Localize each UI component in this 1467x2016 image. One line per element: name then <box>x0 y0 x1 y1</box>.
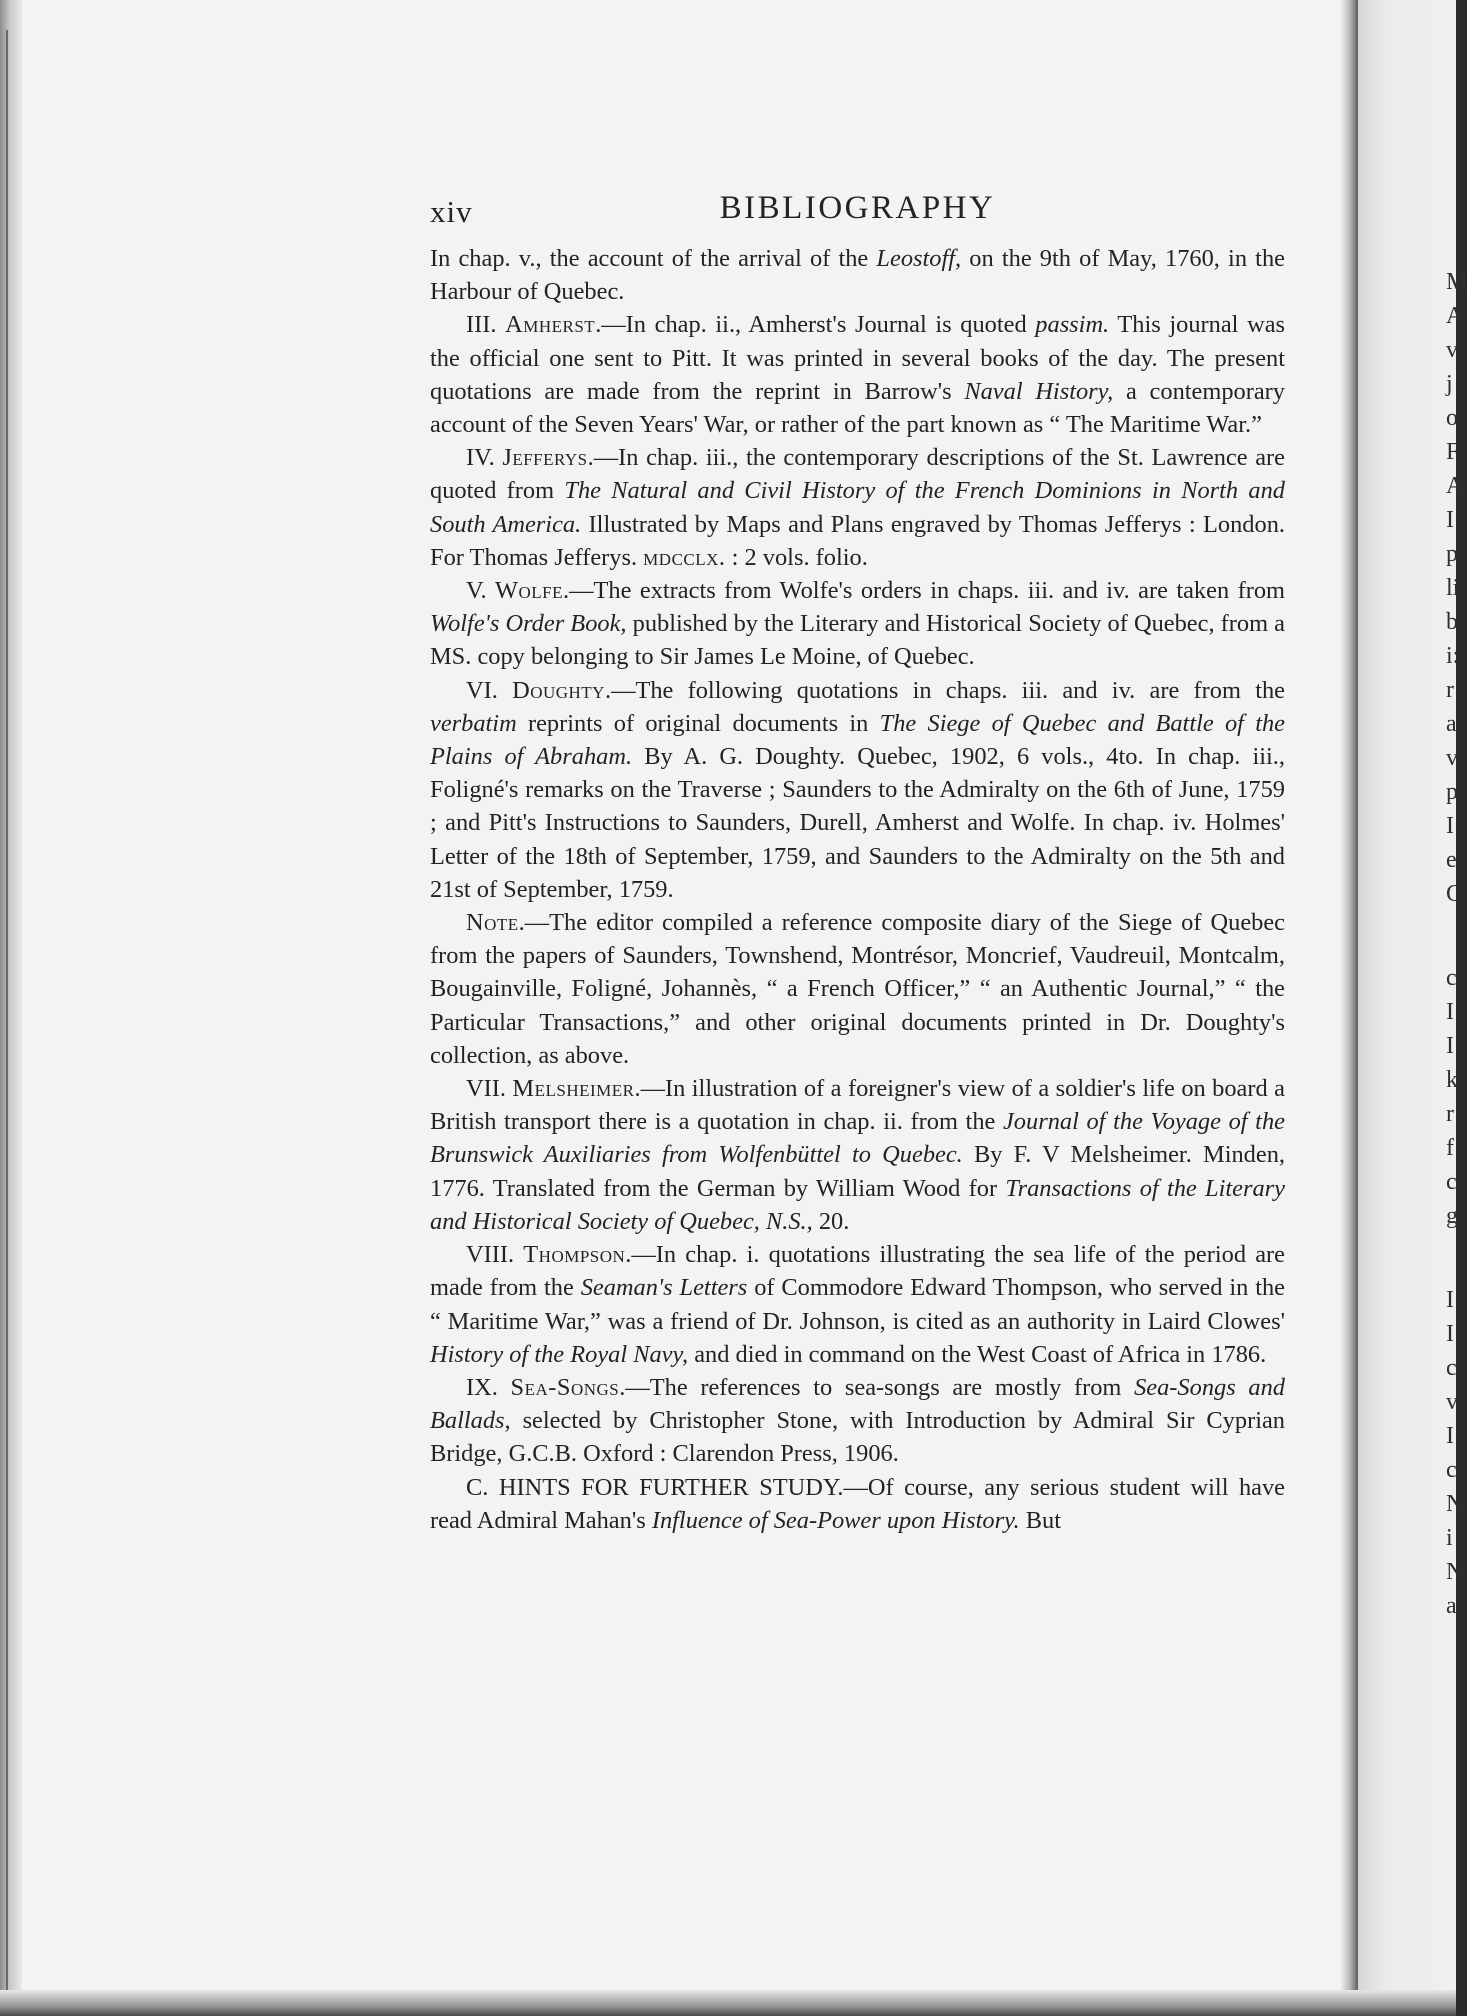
italic-title-text: The Natural and Civil History of the French Dominions in North and South America. <box>430 477 1286 538</box>
facing-page-fragment: F <box>1446 439 1460 465</box>
italic-title-text: Leostoff, <box>876 245 962 272</box>
body-text: IV. <box>466 444 503 472</box>
small-caps-heading: Wolfe <box>495 577 564 605</box>
facing-page-fragment: v <box>1446 745 1458 771</box>
facing-page-fragment: I <box>1446 1321 1454 1347</box>
body-text: of Commodore Edward Thompson, who served in the “ Maritime War,” was a friend of Dr. Johnson, is cited as an authority in Laird Clowes' <box>430 1274 1285 1335</box>
body-text: .—In chap. ii., Amherst's Journal is quoted <box>595 311 1036 339</box>
body-text: III. <box>466 311 506 339</box>
facing-page-fragment: I <box>1446 1287 1454 1313</box>
body-text: IX. <box>466 1373 511 1401</box>
body-text: .—In chap. i. quotations illustrating the sea life of the period are made from the <box>430 1241 1285 1302</box>
facing-page-fragment: A <box>1446 473 1464 499</box>
facing-page-fragment: o <box>1446 405 1458 431</box>
body-text: This journal was the official one sent to Pitt. It was printed in several books of the day. The present quotations are made from the reprint in Barrow's <box>430 311 1286 405</box>
italic-title-text: Naval History, <box>964 377 1114 405</box>
facing-page-fragment: e <box>1446 847 1457 873</box>
small-caps-heading: Doughty <box>512 676 605 704</box>
facing-page-fragment: c <box>1446 965 1457 991</box>
running-title: BIBLIOGRAPHY <box>719 190 996 226</box>
facing-page-fragment: i <box>1446 1525 1453 1551</box>
small-caps-heading: Amherst <box>505 311 596 339</box>
entry-doughty <box>430 674 1285 906</box>
facing-page-fragment: g <box>1446 1203 1458 1229</box>
facing-page-fragment: c <box>1446 1355 1457 1381</box>
body-text: selected by Christopher Stone, with Introduction by Admiral Sir Cyprian Bridge, G.C.B. Oxford : Clarendon Press, 1906. <box>430 1407 1285 1468</box>
body-text: .—The references to sea-songs are mostly from <box>619 1373 1135 1401</box>
body-text: VIII. <box>466 1241 524 1269</box>
italic-title-text: Transactions of the Literary and Historical Society of Quebec, N.S., <box>430 1174 1285 1235</box>
facing-page-fragment: a <box>1446 711 1457 737</box>
body-text: 20. <box>812 1207 850 1235</box>
page-fold-shadow <box>1340 0 1358 2016</box>
facing-page-fragment: I <box>1446 1033 1454 1059</box>
entry-wolfe <box>430 574 1285 674</box>
facing-page-fragment: p <box>1446 779 1458 805</box>
facing-page-fragment: v <box>1446 1389 1458 1415</box>
facing-page-fragment: r <box>1446 677 1454 703</box>
facing-page-fragment: I <box>1446 813 1454 839</box>
entry-melsheimer <box>430 1072 1285 1238</box>
small-caps-heading: Jefferys <box>502 444 588 472</box>
italic-title-text: History of the Royal Navy, <box>430 1340 689 1368</box>
italic-title-text: Influence of Sea-Power upon History. <box>651 1506 1020 1534</box>
facing-page-fragment: r <box>1446 1101 1454 1127</box>
body-text: In chap. v., the account of the arrival of the <box>430 245 877 272</box>
italic-title-text: Sea-Songs and Ballads, <box>430 1373 1285 1435</box>
facing-page-fragment: a <box>1446 1593 1457 1619</box>
facing-page-fragment: c <box>1446 1169 1457 1195</box>
small-caps-heading: Thompson <box>523 1241 626 1269</box>
body-text: published by the Literary and Historical Society of Quebec, from a MS. copy belonging to Sir James Le Moine, of Quebec. <box>430 610 1285 671</box>
body-text: reprints of original documents in <box>516 709 880 737</box>
page-header <box>430 190 1285 238</box>
body-text: By A. G. Doughty. Quebec, 1902, 6 vols., 4to. In chap. iii., Foligné's remarks on the Traverse ; Saunders to the Admiralty on the 6th of June, 1759 ; and Pitt's Instructions to Saunders, Durell, Amherst and Wolfe. In chap. iv. Holmes' Letter of the 18th of September, 1759, and Saunders to the Admiralty on the 5th and 21st of September, 1759. <box>430 743 1285 903</box>
facing-page-fragment: I <box>1446 1423 1454 1449</box>
small-caps-heading: Note <box>466 909 519 937</box>
facing-page-fragment: N <box>1446 1491 1464 1517</box>
facing-page-fragment: v <box>1446 337 1458 363</box>
body-text: By F. V Melsheimer. Minden, 1776. Translated from the German by William Wood for <box>430 1141 1285 1202</box>
facing-page-fragment: I <box>1446 999 1454 1025</box>
italic-title-text: Wolfe's Order Book, <box>430 610 627 638</box>
entry-sea-songs <box>430 1371 1285 1471</box>
section-hints-further-study <box>430 1471 1285 1537</box>
book-page <box>430 190 1285 1537</box>
body-text: and died in command on the West Coast of Africa in 1786. <box>688 1340 1267 1368</box>
facing-page-fragment: k <box>1446 1067 1458 1093</box>
facing-page-fragment: p <box>1446 541 1458 567</box>
facing-page-fragment: f <box>1446 1135 1454 1161</box>
body-text: .—In chap. iii., the contemporary descriptions of the St. Lawrence are quoted from <box>430 444 1285 505</box>
body-text: .—The editor compiled a reference composite diary of the Siege of Quebec from the papers of Saunders, Townshend, Montrésor, Moncrief, Vaudreuil, Montcalm, Bougainville, Foligné, Johannès, “ a French Officer,” “ an Authentic Journal,” “ the Particular Transactions,” and other original documents printed in Dr. Doughty's collection, as above. <box>430 909 1285 1069</box>
facing-page-fragment: j <box>1446 371 1453 397</box>
body-text: .—The extracts from Wolfe's orders in chaps. iii. and iv. are taken from <box>563 577 1285 605</box>
facing-page-fragment: b <box>1446 609 1458 635</box>
body-text: on the 9th of May, 1760, in the Harbour of Quebec. <box>430 245 1285 306</box>
body-text: .—The following quotations in chaps. iii. and iv. are from the <box>604 676 1285 704</box>
facing-page-fragment: M <box>1446 269 1467 295</box>
small-caps-heading: Melsheimer <box>512 1075 635 1103</box>
facing-page-fragment: A <box>1446 303 1464 329</box>
body-text: .—In illustration of a foreigner's view of a soldier's life on board a British transport there is a quotation in chap. ii. from the <box>430 1075 1285 1136</box>
binding-edge-line <box>6 30 8 1990</box>
body-text: Illustrated by Maps and Plans engraved by Thomas Jefferys : London. For Thomas Jefferys. <box>430 510 1285 571</box>
facing-page-fragment: i: <box>1446 643 1460 669</box>
bottom-page-edge <box>0 1990 1456 2016</box>
entry-jefferys <box>430 441 1285 574</box>
small-caps-heading: Sea-Songs <box>510 1373 620 1401</box>
body-text: VI. <box>466 676 513 704</box>
facing-page-fragment: li <box>1446 575 1460 601</box>
body-text: C. HINTS FOR FURTHER STUDY.—Of course, any serious student will have read Admiral Mahan's <box>430 1473 1285 1534</box>
body-text: V. <box>466 577 495 605</box>
paragraph-continued <box>430 242 1285 308</box>
italic-title-text: passim. <box>1035 311 1110 339</box>
small-caps-heading: mdcclx. <box>643 543 726 571</box>
italic-title-text: verbatim <box>430 709 517 737</box>
page-number: xiv <box>430 194 473 229</box>
body-text: a contemporary account of the Seven Years' War, or rather of the part known as “ The Maritime War.” <box>430 377 1285 439</box>
facing-page-edge <box>1358 0 1467 2016</box>
italic-title-text: The Siege of Quebec and Battle of the Plains of Abraham. <box>430 709 1285 771</box>
italic-title-text: Seaman's Letters <box>580 1274 748 1302</box>
body-text: VII. <box>466 1075 513 1103</box>
facing-page-fragment: C <box>1446 881 1463 907</box>
facing-page-fragment: c <box>1446 1457 1457 1483</box>
page-body <box>430 242 1285 1537</box>
facing-page-fragment: I <box>1446 507 1454 533</box>
entry-thompson <box>430 1238 1285 1371</box>
body-text: But <box>1019 1506 1061 1534</box>
entry-amherst <box>430 308 1285 441</box>
binding-gutter <box>0 0 22 2016</box>
facing-page-fragment: N <box>1446 1559 1464 1585</box>
italic-title-text: Journal of the Voyage of the Brunswick Auxiliaries from Wolfenbüttel to Quebec. <box>430 1108 1285 1169</box>
entry-note <box>430 906 1285 1072</box>
body-text: : 2 vols. folio. <box>725 543 868 571</box>
